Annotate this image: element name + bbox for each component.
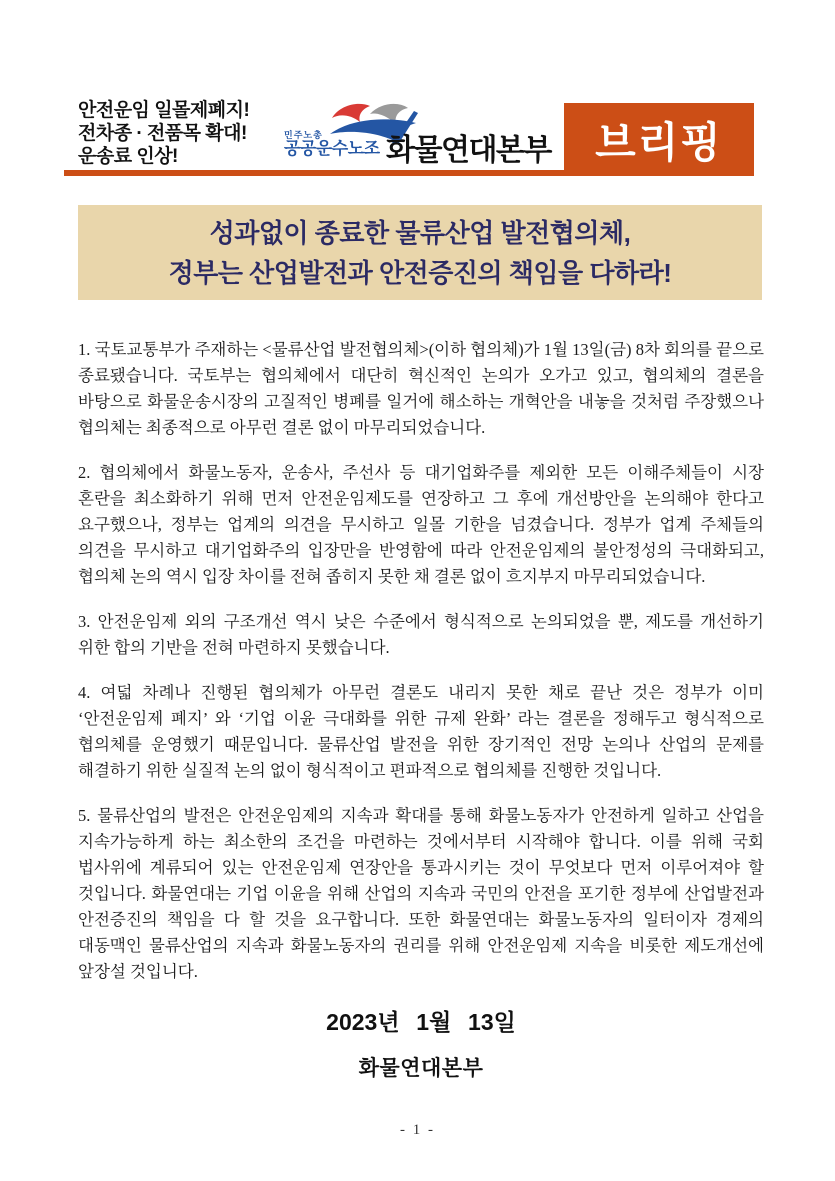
- paragraph-4: 4. 여덟 차례나 진행된 협의체가 아무런 결론도 내리지 못한 채로 끝난 것은 정부가 이미 ‘안전운임제 폐지’ 와 ‘기업 이윤 극대화를 위한 규제 완화’ 라는 결론을 정해두고 형식적으로 협의체를 운영했기 때문입니다. 물류산업 발전을 위한 장기적인 전망 논의나 산업의 문제를 해결하기 위한 실질적 논의 없이 형식적이고 편파적으로 협의체를 진행한 것입니다.: [78, 683, 764, 780]
- document-body: [78, 337, 764, 1082]
- union-name: 공공운수노조: [284, 139, 380, 159]
- document-date: 2023년 1월 13일: [326, 1009, 516, 1035]
- header-rule: [64, 170, 754, 176]
- federation-name: 민주노총: [284, 130, 323, 140]
- paragraph-2: 2. 협의체에서 화물노동자, 운송사, 주선사 등 대기업화주를 제외한 모든 이해주체들이 시장 혼란을 최소화하기 위해 먼저 안전운임제도를 연장하고 그 후에 개선방안을 논의해야 한다고 요구했으나, 정부는 업계의 의견을 무시하고 일몰 기한을 넘겼습니다. 정부가 업계 주체들의 의견을 무시하고 대기업화주의 입장만을 반영함에 따라 안전운임제의 불안정성의 극대화되고, 협의체 논의 역시 입장 차이를 전혀 좁히지 못한 채 결론 없이 흐지부지 마무리되었습니다.: [78, 463, 764, 586]
- briefing-badge: 브리핑: [564, 103, 754, 176]
- page-number: - 1 -: [400, 1122, 435, 1138]
- division-name: 화물연대본부: [386, 134, 551, 167]
- title-line-1: 성과없이 종료한 물류산업 발전협의체,: [209, 218, 631, 248]
- union-logo-text: [284, 131, 380, 158]
- paragraph-3: 3. 안전운임제 외의 구조개선 역시 낮은 수준에서 형식적으로 논의되었을 뿐, 제도를 개선하기 위한 합의 기반을 전혀 마련하지 못했습니다.: [78, 612, 764, 657]
- header: [64, 95, 754, 176]
- signature: 화물연대본부: [358, 1057, 484, 1080]
- paragraph-5: 5. 물류산업의 발전은 안전운임제의 지속과 확대를 통해 화물노동자가 안전하게 일하고 산업을 지속가능하게 하는 최소한의 조건을 마련하는 것에서부터 시작해야 합니다. 이를 위해 국회 법사위에 계류되어 있는 안전운임제 연장안을 통과시키는 것이 무엇보다 먼저 이루어져야 할 것입니다. 화물연대는 기업 이윤을 위해 산업의 지속과 국민의 안전을 포기한 정부에 산업발전과 안전증진의 책임을 다 할 것을 요구합니다. 또한 화물연대는 화물노동자의 일터이자 경제의 대동맥인 물류산업의 지속과 화물노동자의 권리를 위해 안전운임제 지속을 비롯한 제도개선에 앞장설 것입니다.: [78, 806, 764, 981]
- union-logo: [282, 101, 552, 171]
- title-banner: [78, 205, 762, 300]
- header-slogans: [78, 99, 249, 168]
- slogan-line: 운송료 인상!: [78, 146, 178, 167]
- slogan-line: 전차종 · 전품목 확대!: [78, 123, 247, 144]
- slogan-line: 안전운임 일몰제폐지!: [78, 100, 250, 121]
- paragraph-1: 1. 국토교통부가 주재하는 <물류산업 발전협의체>(이하 협의체)가 1월 13일(금) 8차 회의를 끝으로 종료됐습니다. 국토부는 협의체에서 대단히 혁신적인 논의가 오가고 있고, 협의체의 결론을 바탕으로 화물운송시장의 고질적인 병폐를 일거에 해소하는 개혁안을 내놓을 것처럼 주장했으나 협의체는 최종적으로 아무런 결론 없이 마무리되었습니다.: [78, 340, 764, 437]
- title-line-2: 정부는 산업발전과 안전증진의 책임을 다하라!: [168, 258, 672, 288]
